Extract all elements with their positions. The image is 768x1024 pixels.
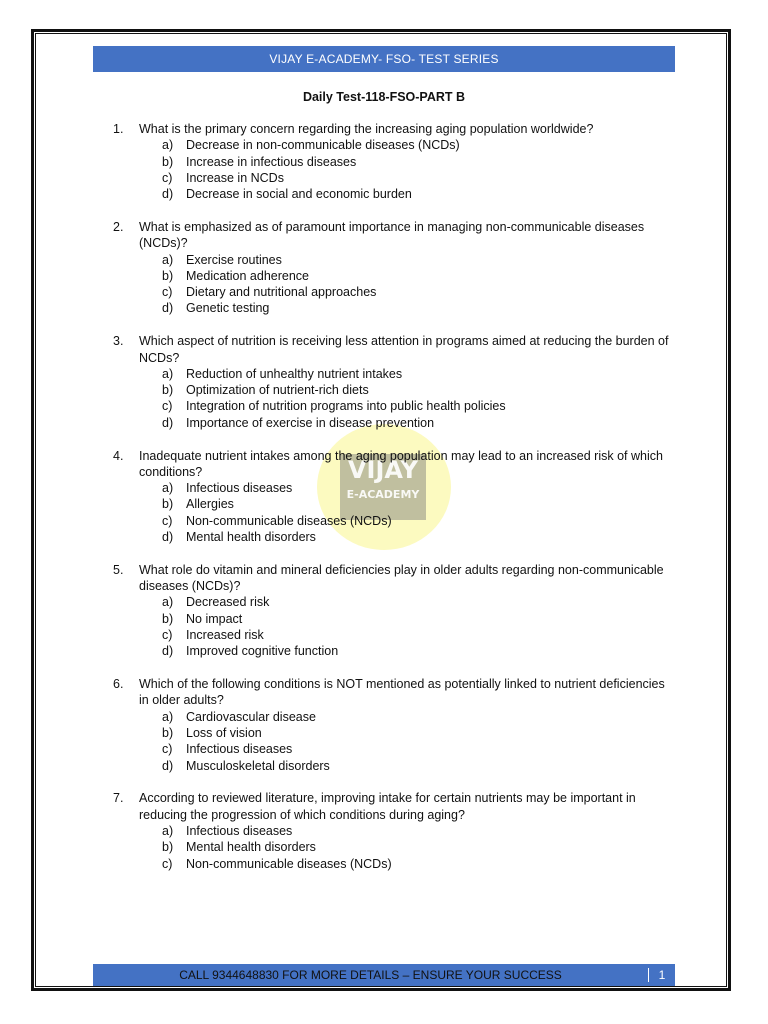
option-letter: d) (162, 644, 174, 659)
question-text: What is emphasized as of paramount importance in managing non-communicable diseases (NCDs)? (139, 219, 645, 251)
answer-option (113, 480, 673, 496)
option-text: Integration of nutrition programs into public health policies (186, 399, 506, 414)
option-text: Improved cognitive function (186, 644, 339, 659)
option-text: Cardiovascular disease (186, 709, 316, 724)
option-text: Optimization of nutrient-rich diets (186, 383, 369, 398)
question-text: Which of the following conditions is NOT mentioned as potentially linked to nutrient deficiencies in older adults? (139, 677, 665, 708)
option-text: Genetic testing (186, 301, 270, 316)
option-letter: c) (162, 170, 173, 185)
question-number: 3. (113, 334, 124, 349)
option-letter: c) (162, 628, 173, 643)
option-letter: a) (162, 823, 174, 838)
option-letter: b) (162, 383, 174, 398)
question-number: 4. (113, 448, 124, 463)
answer-option (113, 366, 673, 382)
question-number: 7. (113, 791, 124, 806)
option-letter: c) (162, 285, 173, 300)
option-letter: d) (162, 530, 174, 545)
answer-option (113, 170, 673, 186)
question-row (113, 562, 673, 595)
watermark-line2: E-ACADEMY (346, 488, 420, 501)
question-row (113, 121, 673, 137)
option-text: Increase in NCDs (186, 170, 284, 185)
option-letter: d) (162, 301, 174, 316)
option-letter: a) (162, 595, 174, 610)
option-text: No impact (186, 611, 243, 626)
answer-option (113, 611, 673, 627)
option-text: Infectious diseases (186, 823, 293, 838)
option-text: Musculoskeletal disorders (186, 758, 330, 773)
answer-option (113, 300, 673, 316)
answer-option (113, 839, 673, 855)
option-text: Non-communicable diseases (NCDs) (186, 513, 392, 528)
header-banner (93, 46, 675, 72)
option-letter: c) (162, 742, 173, 757)
option-letter: c) (162, 856, 173, 871)
question-item (113, 333, 673, 431)
answer-option (113, 725, 673, 741)
question-text: What is the primary concern regarding the increasing aging population worldwide? (139, 122, 594, 136)
option-text: Infectious diseases (186, 481, 293, 496)
answer-option (113, 643, 673, 659)
option-letter: b) (162, 726, 174, 740)
question-text: Inadequate nutrient intakes among the aging population may lead to an increased risk of which conditions? (139, 448, 663, 479)
option-letter: b) (162, 840, 174, 855)
option-text: Non-communicable diseases (NCDs) (186, 856, 392, 871)
question-row (113, 790, 673, 823)
option-letter: a) (162, 252, 174, 267)
option-letter: c) (162, 513, 173, 528)
option-letter: a) (162, 709, 174, 724)
question-item (113, 562, 673, 660)
option-text: Dietary and nutritional approaches (186, 285, 377, 300)
option-text: Importance of exercise in disease prevention (186, 415, 435, 430)
option-text: Decrease in social and economic burden (186, 187, 412, 202)
answer-option (113, 594, 673, 610)
option-text: Medication adherence (186, 268, 309, 283)
option-text: Exercise routines (186, 252, 282, 267)
question-number: 1. (113, 122, 124, 136)
answer-option (113, 252, 673, 268)
option-letter: b) (162, 154, 174, 169)
option-text: Decrease in non-communicable diseases (NCDs) (186, 138, 460, 153)
option-text: Allergies (186, 497, 234, 512)
answer-option (113, 741, 673, 757)
option-letter: b) (162, 611, 174, 626)
answer-option (113, 415, 673, 431)
question-text: What role do vitamin and mineral deficiencies play in older adults regarding non-communicable diseases (NCDs)? (139, 562, 664, 594)
question-item (113, 790, 673, 871)
answer-option (113, 154, 673, 170)
answer-option (113, 137, 673, 153)
answer-option (113, 496, 673, 512)
answer-option (113, 856, 673, 872)
footer-banner (93, 964, 675, 986)
footer-text: CALL 9344648830 FOR MORE DETAILS – ENSURE YOUR SUCCESS (179, 968, 562, 982)
answer-option (113, 513, 673, 529)
watermark-line1: VIJAY (347, 456, 419, 484)
answer-option (113, 709, 673, 725)
document-title: Daily Test-118-FSO-PART B (302, 90, 466, 104)
question-row (113, 219, 673, 252)
option-letter: a) (162, 481, 174, 496)
question-text: According to reviewed literature, improving intake for certain nutrients may be important in reducing the progression of which conditions during aging? (139, 791, 636, 822)
option-letter: b) (162, 497, 174, 512)
answer-option (113, 398, 673, 414)
question-row (113, 676, 673, 709)
question-number: 6. (113, 677, 124, 692)
question-number: 2. (113, 219, 124, 234)
answer-option (113, 627, 673, 643)
option-letter: c) (162, 399, 173, 414)
question-item (113, 448, 673, 546)
option-letter: a) (162, 138, 174, 153)
option-text: Reduction of unhealthy nutrient intakes (186, 366, 403, 381)
option-text: Loss of vision (186, 726, 262, 740)
answer-option (113, 268, 673, 284)
question-text: Which aspect of nutrition is receiving less attention in programs aimed at reducing the burden of NCDs? (139, 334, 669, 365)
option-text: Increase in infectious diseases (186, 154, 357, 169)
option-text: Mental health disorders (186, 840, 316, 855)
header-banner-text: VIJAY E-ACADEMY- FSO- TEST SERIES (269, 52, 499, 66)
page-number: 1 (648, 968, 675, 982)
answer-option (113, 758, 673, 774)
option-letter: a) (162, 366, 174, 381)
answer-option (113, 823, 673, 839)
question-item (113, 219, 673, 317)
question-item (113, 676, 673, 774)
answer-option (113, 529, 673, 545)
question-number: 5. (113, 562, 124, 577)
answer-option (113, 382, 673, 398)
question-row (113, 448, 673, 481)
option-text: Decreased risk (186, 595, 270, 610)
answer-option (113, 284, 673, 300)
option-letter: d) (162, 187, 174, 202)
question-list (113, 121, 673, 888)
question-row (113, 333, 673, 366)
option-text: Increased risk (186, 628, 264, 643)
option-letter: d) (162, 758, 174, 773)
option-text: Mental health disorders (186, 530, 316, 545)
question-item (113, 121, 673, 202)
option-text: Infectious diseases (186, 742, 293, 757)
answer-option (113, 186, 673, 202)
option-letter: d) (162, 415, 174, 430)
option-letter: b) (162, 268, 174, 283)
